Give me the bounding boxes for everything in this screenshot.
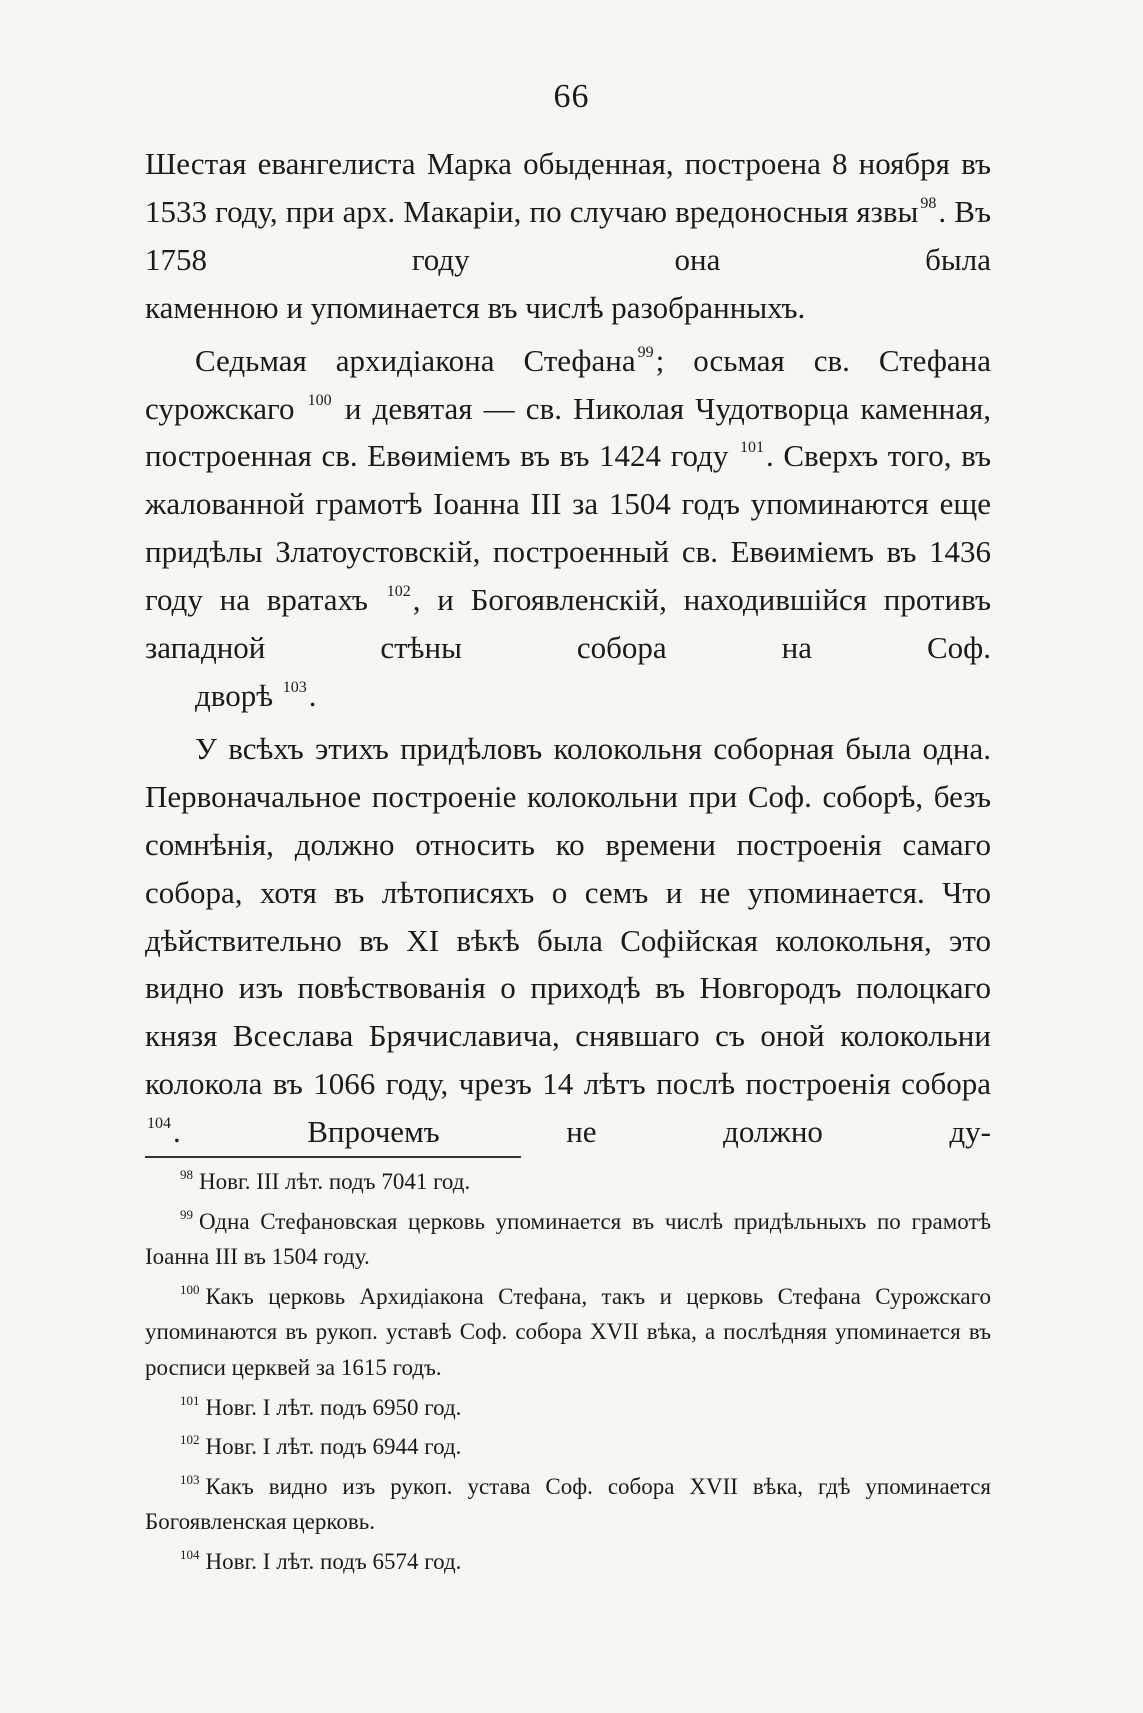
paragraph [145, 140, 991, 332]
text-run: У всѣхъ этихъ придѣловъ колокольня соборная была одна. Первоначальное построеніе колокольни при Соф. соборѣ, безъ сомнѣнія, должно относить ко времени построенія самаго собора, хотя въ лѣтописяхъ о семъ и не упоминается. Что дѣйствительно въ XI вѣкѣ была Софійская колокольня, это видно изъ повѣствованія о приходѣ въ Новгородъ полоцкаго князя Всеслава Брячиславича, снявшаго съ оной колокольни колокола въ 1066 году, чрезъ 14 лѣтъ послѣ построенія собора [145, 730, 991, 1102]
footnote-text: Новг. I лѣт. подъ 6950 год. [205, 1394, 462, 1420]
text-run: , и Богоявленскій, находившійся противъ западной стѣны собора на Соф. [145, 582, 992, 666]
footnote [145, 1544, 991, 1580]
footnote-ref: 99 [637, 343, 654, 361]
footnote-text: Какъ церковь Архидіакона Стефана, такъ и церковь Стефана Сурожскаго упоминаются въ рукоп. уставѣ Соф. собора XVII вѣка, а послѣдняя упоминается въ росписи церквей за 1615 годъ. [145, 1283, 991, 1380]
footnote-divider [145, 1156, 521, 1158]
footnote-ref: 102 [386, 583, 411, 601]
footnotes [145, 1164, 991, 1580]
footnote-mark: 102 [180, 1432, 200, 1448]
footnote-text: Одна Стефановская церковь упоминается въ числѣ придѣльныхъ по грамотѣ Іоанна III въ 1504 году. [145, 1208, 991, 1270]
footnote-text: Новг. III лѣт. подъ 7041 год. [199, 1169, 471, 1194]
paragraph [145, 337, 991, 720]
footnote-text: Новг. I лѣт. подъ 6574 год. [205, 1548, 462, 1574]
footnote-mark: 104 [180, 1546, 200, 1562]
footnote-ref: 103 [282, 678, 307, 696]
footnote [145, 1204, 991, 1275]
text-run: Шестая евангелиста Марка обыденная, построена 8 ноября въ 1533 году, при арх. Макаріи, по случаю вредоносныя язвы [145, 146, 991, 229]
footnote [145, 1429, 991, 1465]
footnote [145, 1390, 991, 1426]
footnote [145, 1279, 991, 1386]
footnote-mark: 98 [180, 1167, 193, 1182]
footnote-ref: 100 [307, 391, 332, 409]
footnote-ref: 104 [147, 1115, 171, 1133]
text-run: . Въ 1758 году она была [145, 193, 991, 277]
page-number: 66 [553, 78, 590, 115]
text-run: ; осьмая св. Стефана сурожскаго [145, 342, 992, 426]
text-run: и девятая — св. Николая Чудотворца каменная, построенная св. Евѳиміемъ въ въ 1424 году [145, 390, 992, 474]
text-run: . [308, 677, 317, 713]
footnote-mark: 101 [180, 1392, 200, 1408]
paragraph-last-line: каменною и упоминается въ числѣ разобранныхъ. [145, 289, 806, 325]
text-run: . Впрочемъ не должно ду- [173, 1114, 991, 1150]
footnote-mark: 99 [180, 1206, 193, 1222]
text-run: Седьмая архидіакона Стефана [195, 342, 636, 378]
footnote [145, 1164, 991, 1200]
text-run: дворѣ [195, 677, 274, 713]
footnote-mark: 100 [180, 1281, 200, 1297]
footnote-ref: 101 [740, 439, 765, 457]
footnote-text: Новг. I лѣт. подъ 6944 год. [205, 1434, 462, 1460]
footnote-mark: 103 [180, 1471, 200, 1487]
footnote [145, 1469, 991, 1540]
main-text [145, 140, 991, 1156]
paragraph [145, 725, 991, 1156]
footnote-text: Какъ видно изъ рукоп. устава Соф. собора XVII вѣка, гдѣ упоминается Богоявленская церковь. [145, 1473, 991, 1535]
paragraph-last-line [145, 672, 991, 720]
footnote-ref: 98 [920, 194, 937, 212]
text-run: . Сверхъ того, въ жалованной грамотѣ Іоанна III за 1504 годъ упоминаются еще придѣлы Златоустовскій, построенный св. Евѳиміемъ въ 1436 году на вратахъ [145, 438, 991, 618]
